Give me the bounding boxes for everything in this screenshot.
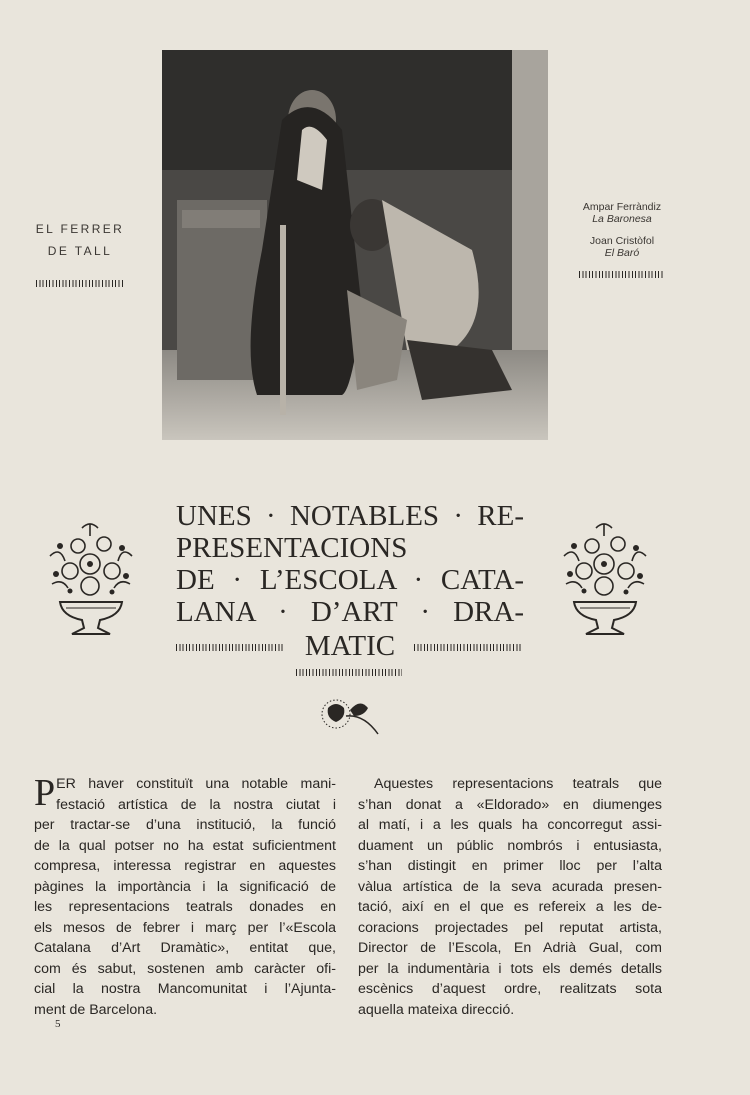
flower-vase-ornament-right [554,516,656,642]
text-line: pàgines la importància i la significació de [34,878,336,895]
title-line: LANA · D’ART · DRA- [176,596,524,628]
text-line: els mesos de febrer i març per l’«Escola [34,919,336,936]
text-line: Director de l’Escola, En Adrià Gual, com [358,940,662,956]
text-line: Aquestes representacions teatrals que [374,776,662,792]
ornament-rule [176,644,284,651]
text-line: ment de Barcelona. [34,1001,158,1018]
text-line: s’han distingit en primer lloc per l’alta [358,858,662,874]
article-column-1 [34,774,336,1020]
text-line: s’han donat a «Eldorado» en diumenges [358,796,662,813]
text-line: al matí, i a les quals ha concorregut assi- [358,817,662,833]
ornament-rule [414,644,522,651]
text-line: escènics d’aquest ordre, realitzats sota [358,981,662,997]
ornament-rule [579,271,665,278]
text-line: per la indumentària i tots els demés detalls [358,960,662,977]
floral-ornament [316,692,382,736]
title-last-line: MATIC [304,630,396,662]
title-line: PRESENTACIONS [176,532,408,564]
text-line: festació artística de la nostra ciutat i [56,796,336,813]
text-line: com és sabut, sostenen amb caràcter ofi- [34,960,336,977]
text-line: duament un públic nombrós i entusiasta, [358,837,662,854]
text-line: coracions projectades pel reputat artista, [358,919,662,936]
cast-role: La Baronesa [592,213,652,225]
stage-photograph [162,50,548,440]
text-line: cial la nostra Mancomunitat i l’Ajunta- [34,981,336,997]
cast-role: El Baró [604,247,640,259]
text-line: de la qual potser no ha estat suficientment [34,837,336,854]
cast-actor: Ampar Ferràndiz [582,201,662,213]
cast-actor: Joan Cristòfol [589,235,655,247]
caption-line: EL FERRER [35,222,125,236]
title-line: DE · L’ESCOLA · CATA- [176,564,524,596]
text-line: ER haver constituït una notable mani- [56,776,336,792]
ornament-rule [36,280,124,287]
caption-line: DE TALL [47,244,113,258]
text-line: per tractar-se d’una institució, la funció [34,817,336,833]
text-line: les representacions teatrals donades en [34,899,336,915]
flower-vase-ornament-left [40,516,142,642]
drop-cap: P [34,772,56,814]
ornament-rule [296,669,402,676]
text-line: Catalana d’Art Dramàtic», entitat que, [34,940,336,956]
text-line: compresa, interessa registrar en aquestes [34,858,336,874]
article-column-2 [358,774,662,1020]
photo-caption-left [30,218,130,287]
title-line: UNES · NOTABLES · RE- [176,500,524,532]
text-line: aquella mateixa direcció. [358,1001,515,1018]
page-number: 5 [55,1018,61,1030]
text-line: vàlua artística de la seva acurada presen- [358,878,662,895]
text-line: tació, així en el que es refereix a les de- [358,899,662,915]
photo-cast-caption [572,201,672,278]
article-title [176,500,524,628]
